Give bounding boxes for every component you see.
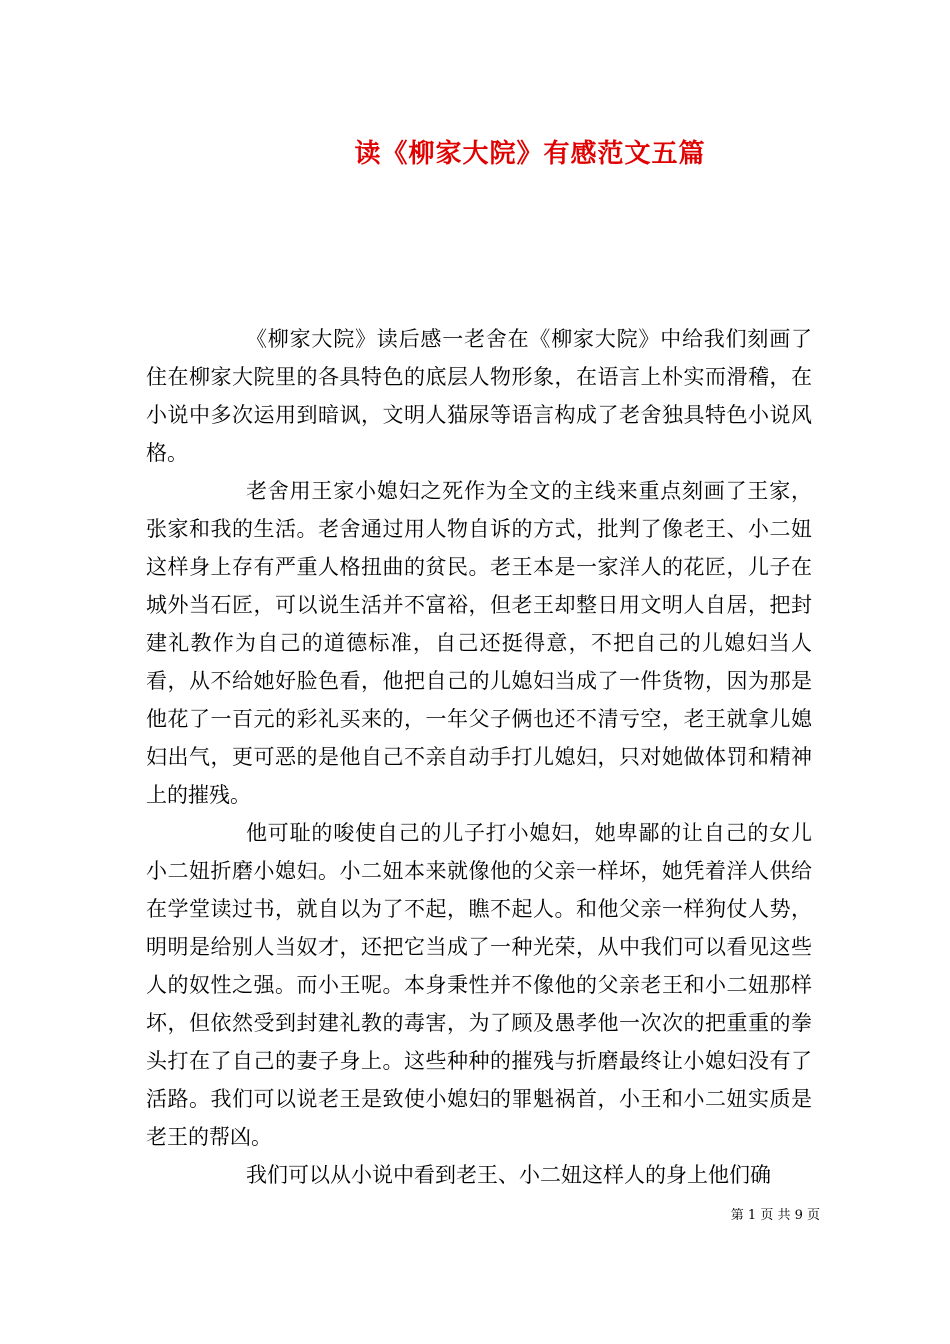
page-number-footer: 第 1 页 共 9 页 <box>730 1208 820 1223</box>
document-title: 读《柳家大院》有感范文五篇 <box>354 139 706 169</box>
paragraph-1: 《柳家大院》读后感一老舍在《柳家大院》中给我们刻画了住在柳家大院里的各具特色的底层人物形象，在语言上朴实而滑稽，在小说中多次运用到暗讽，文明人猫尿等语言构成了老舍独具特色小说风格。 <box>146 327 812 465</box>
paragraph-4: 我们可以从小说中看到老王、小二妞这样人的身上他们确 <box>246 1163 771 1187</box>
document-body <box>146 320 812 1194</box>
paragraph-2: 老舍用王家小媳妇之死作为全文的主线来重点刻画了王家，张家和我的生活。老舍通过用人物自诉的方式，批判了像老王、小二妞这样身上存有严重人格扭曲的贫民。老王本是一家洋人的花匠，儿子在城外当石匠，可以说生活并不富裕，但老王却整日用文明人自居，把封建礼教作为自己的道德标准，自己还挺得意，不把自己的儿媳妇当人看，从不给她好脸色看，他把自己的儿媳妇当成了一件货物，因为那是他花了一百元的彩礼买来的，一年父子俩也还不清亏空，老王就拿儿媳妇出气，更可恶的是他自己不亲自动手打儿媳妇，只对她做体罚和精神上的摧残。 <box>146 479 812 807</box>
paragraph-3: 他可耻的唆使自己的儿子打小媳妇，她卑鄙的让自己的女儿小二妞折磨小媳妇。小二妞本来就像他的父亲一样坏，她凭着洋人供给在学堂读过书，就自以为了不起，瞧不起人。和他父亲一样狗仗人势，明明是给别人当奴才，还把它当成了一种光荣，从中我们可以看见这些人的奴性之强。而小王呢。本身秉性并不像他的父亲老王和小二妞那样坏，但依然受到封建礼教的毒害，为了顾及愚孝他一次次的把重重的拳头打在了自己的妻子身上。这些种种的摧残与折磨最终让小媳妇没有了活路。我们可以说老王是致使小媳妇的罪魁祸首，小王和小二妞实质是老王的帮凶。 <box>146 821 812 1149</box>
